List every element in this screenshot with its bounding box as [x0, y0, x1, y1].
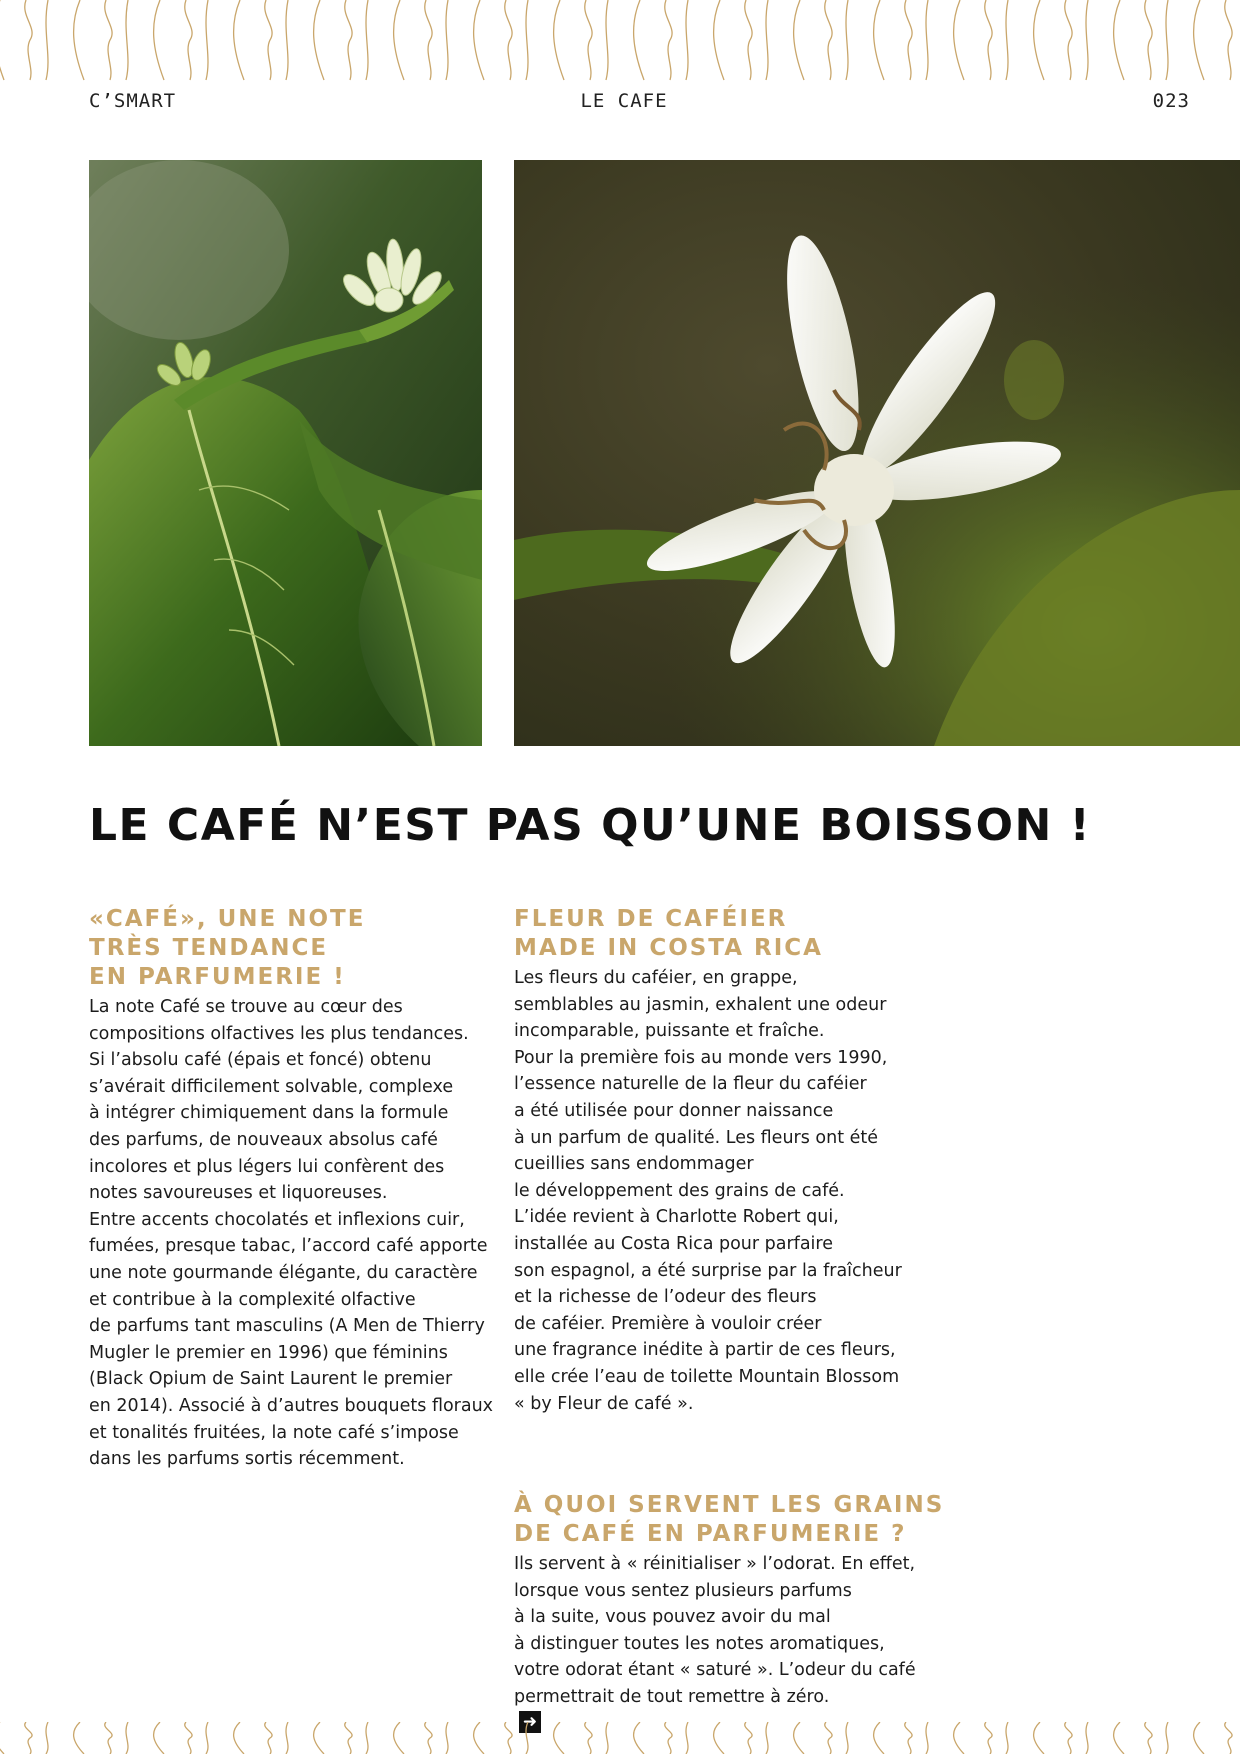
article-column-right-top — [514, 905, 934, 1417]
subheading-fleur-de-cafeier: FLEUR DE CAFÉIER MADE IN COSTA RICA — [514, 906, 823, 961]
page-number: 023 — [1152, 90, 1190, 112]
decorative-border-top — [0, 0, 1240, 82]
last-line: permettrait de tout remettre à zéro. ➜ — [514, 1686, 830, 1732]
arrow-right-icon[interactable]: ➜ — [519, 1711, 541, 1733]
magazine-name: C’SMART — [89, 90, 177, 112]
coffee-flower-photo — [514, 160, 1240, 746]
subheading-cafe-note: «CAFÉ», UNE NOTE TRÈS TENDANCE EN PARFUMERIE ! — [89, 906, 366, 990]
headline: LE CAFÉ N’EST PAS QU’UNE BOISSON ! — [89, 800, 1092, 851]
paragraph-cafe-note: La note Café se trouve au cœur des compositions olfactives les plus tendances. Si l’absolu café (épais et foncé) obtenu s’avérait difficilement solvable, complexe à intégrer chimiquement dans la formule des parfums, de nouveaux absolus café incolores et plus légers lui confèrent des notes savoureuses et liquoreuses. Entre accents chocolatés et inflexions cuir, fumées, presque tabac, l’accord café apporte une note gourmande élégante, du caractère et contribue à la complexité olfactive de parfums tant masculins (A Men de Thierry Mugler le premier en 1996) que féminins (Black Opium de Saint Laurent le premier en 2014). Associé à d’autres bouquets floraux et tonalités fruitées, la note café s’impose dans les parfums sortis récemment. — [89, 997, 494, 1470]
decorative-border-bottom — [0, 1722, 1240, 1754]
paragraph-fleur-de-cafeier: Les fleurs du caféier, en grappe, semblables au jasmin, exhalent une odeur incomparable, puissante et fraîche. Pour la première fois au monde vers 1990, l’essence naturelle de la fleur du caféier a été utilisée pour donner naissance à un parfum de qualité. Les fleurs ont été cueillies sans endommager le développement des grains de café. L’idée revient à Charlotte Robert qui, installée au Costa Rica pour parfaire son espagnol, a été surprise par la fraîcheur et la richesse de l’odeur des fleurs de caféier. Première à vouloir créer une fragrance inédite à partir de ces fleurs, elle crée l’eau de toilette Mountain Blossom « by Fleur de café ». — [514, 968, 902, 1414]
coffee-leaves-photo — [89, 160, 482, 746]
subheading-grains-de-cafe: À QUOI SERVENT LES GRAINS DE CAFÉ EN PARFUMERIE ? — [514, 1492, 945, 1547]
section-title: LE CAFE — [580, 90, 668, 112]
article-column-left — [89, 905, 509, 1473]
article-column-right-bottom — [514, 1491, 945, 1733]
paragraph-grains-de-cafe: Ils servent à « réinitialiser » l’odorat. En effet, lorsque vous sentez plusieurs parfums à la suite, vous pouvez avoir du mal à distinguer toutes les notes aromatiques, votre odorat étant « saturé ». L’odeur du café permettrait de tout remettre à zéro. ➜ — [514, 1551, 934, 1733]
